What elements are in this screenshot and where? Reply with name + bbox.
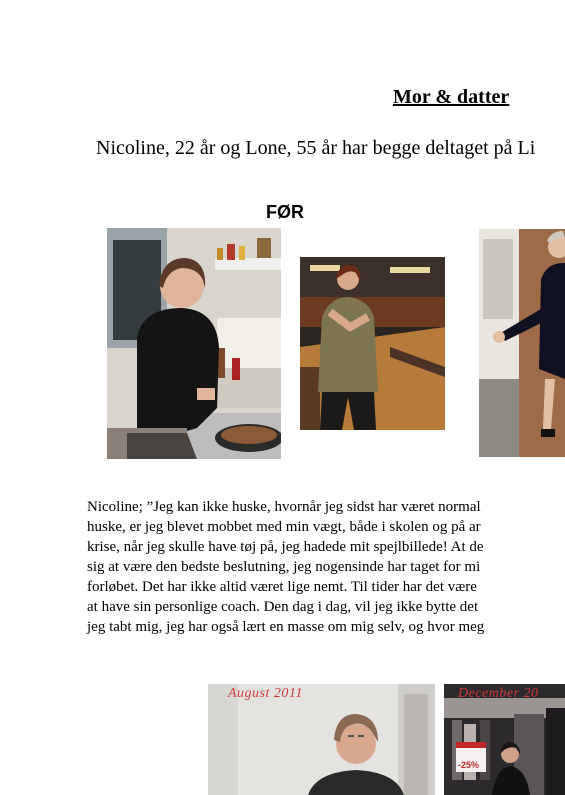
body-line: Nicoline; ”Jeg kan ikke huske, hvornår jeg sidst har været normal xyxy=(87,499,481,515)
body-line: sig at være den bedste beslutning, jeg nogensinde har taget for mi xyxy=(87,559,481,575)
photo-bowling xyxy=(300,257,445,430)
sale-sign-text: -25% xyxy=(458,760,480,770)
photo-caption-december: December 20 xyxy=(458,686,539,701)
photo-caption-august: August 2011 xyxy=(228,686,303,701)
before-label: FØR xyxy=(266,202,304,222)
page-subtitle: Nicoline, 22 år og Lone, 55 år har begge deltaget på Li xyxy=(96,137,536,159)
photo-kitchen xyxy=(107,228,281,459)
photo-december xyxy=(444,684,565,795)
page-title: Mor & datter xyxy=(393,86,510,108)
body-line: forløbet. Det har ikke altid været lige nemt. Til tider har det være xyxy=(87,579,477,595)
body-line: at have sin personlige coach. Den dag i dag, vil jeg ikke bytte det xyxy=(87,599,479,615)
body-line: huske, er jeg blevet mobbet med min vægt, både i skolen og på ar xyxy=(87,519,481,535)
photo-woman-suit xyxy=(479,229,565,457)
body-line: krise, når jeg skulle have tøj på, jeg hadede mit spejlbillede! At de xyxy=(87,539,484,555)
photo-august-2011 xyxy=(208,684,435,795)
body-line: jeg tabt mig, jeg har også lært en masse om mig selv, og hvor meg xyxy=(87,619,485,635)
testimonial-text xyxy=(87,497,565,637)
